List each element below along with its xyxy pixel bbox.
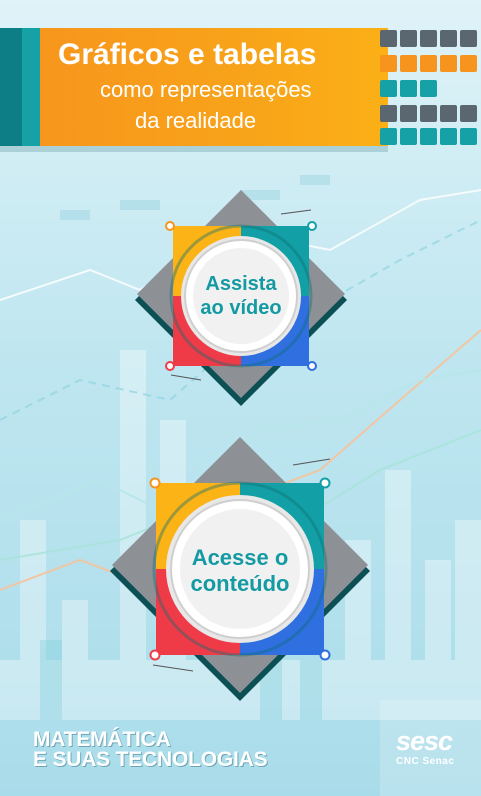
watch-video-button[interactable]: [131, 190, 351, 410]
watch-video-label: Assista ao vídeo: [200, 273, 282, 319]
access-content-button[interactable]: [108, 435, 373, 705]
header-accent-stripe: [0, 28, 22, 146]
logo-main-text: sesc: [396, 726, 453, 756]
page-title-line-2: como representações: [100, 77, 312, 102]
page-title-line-3: da realidade: [135, 108, 257, 133]
logo-sub-text: CNC Senac: [396, 756, 455, 767]
subject-title: [33, 730, 267, 770]
sesc-logo: [396, 728, 468, 767]
access-content-label: Acesse o conteúdo: [190, 544, 290, 596]
subject-line-2: E SUAS TECNOLOGIAS: [33, 748, 268, 771]
page-title-line-1: Gráficos e tabelas: [58, 38, 317, 71]
header-shadow: [0, 146, 388, 152]
subject-line-1: MATEMÁTICA: [33, 728, 171, 751]
header-accent-stripe-light: [22, 28, 40, 146]
